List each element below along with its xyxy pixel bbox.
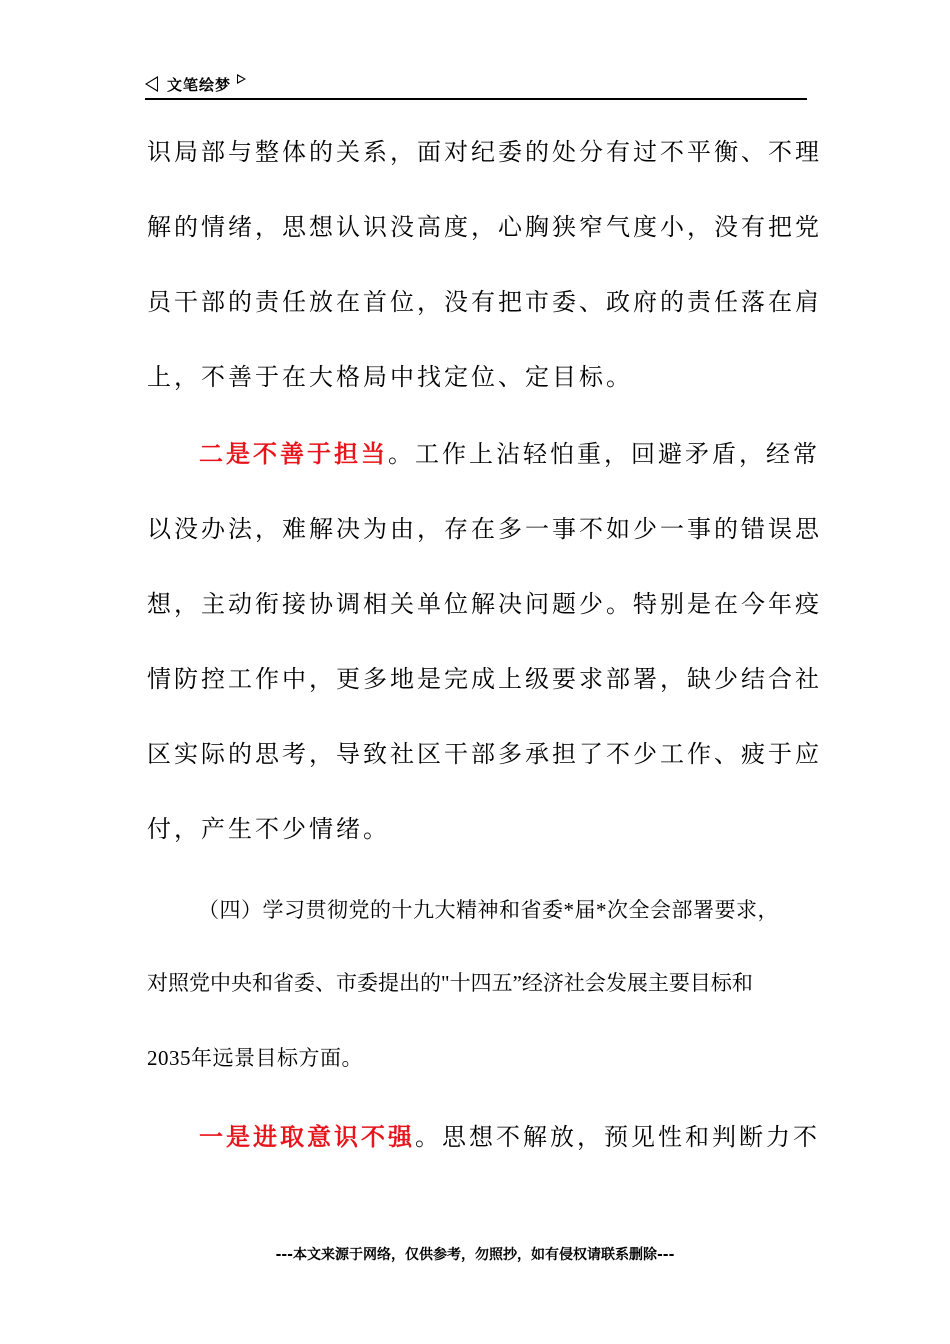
body-line	[199, 1121, 820, 1153]
section-heading: 二是不善于担当	[199, 439, 388, 468]
footer-disclaimer: ---本文来源于网络，仅供参考，勿照抄，如有侵权请联系删除---	[275, 1247, 675, 1263]
body-line: 员干部的责任放在首位，没有把市委、政府的责任落在肩	[147, 288, 822, 316]
body-text: 。工作上沾轻怕重，回避矛盾，经常	[388, 440, 820, 468]
body-line: 想，主动衔接协调相关单位解决问题少。特别是在今年疫	[147, 590, 822, 618]
body-line: 2035年远景目标方面。	[147, 1046, 363, 1070]
header-title: 文笔绘梦	[167, 76, 232, 94]
body-line: （四）学习贯彻党的十九大精神和省委*届*次全会部署要求，	[198, 898, 779, 922]
body-line: 对照党中央和省委、市委提出的"十四五”经济社会发展主要目标和	[147, 971, 753, 995]
body-line: 付，产生不少情绪。	[147, 815, 390, 843]
triangle-right-icon	[237, 74, 246, 84]
body-line: 上，不善于在大格局中找定位、定目标。	[147, 363, 633, 391]
body-line: 情防控工作中，更多地是完成上级要求部署，缺少结合社	[147, 665, 822, 693]
body-line: 识局部与整体的关系，面对纪委的处分有过不平衡、不理	[147, 138, 822, 166]
body-line: 区实际的思考，导致社区干部多承担了不少工作、疲于应	[147, 740, 822, 768]
page-header	[145, 70, 807, 100]
body-line: 解的情绪，思想认识没高度，心胸狭窄气度小，没有把党	[147, 213, 822, 241]
body-line: 以没办法，难解决为由，存在多一事不如少一事的错误思	[147, 515, 822, 543]
body-text: 。思想不解放，预见性和判断力不	[415, 1123, 820, 1151]
section-heading: 一是进取意识不强	[199, 1122, 415, 1151]
triangle-left-icon	[145, 76, 158, 92]
body-line	[199, 438, 820, 470]
